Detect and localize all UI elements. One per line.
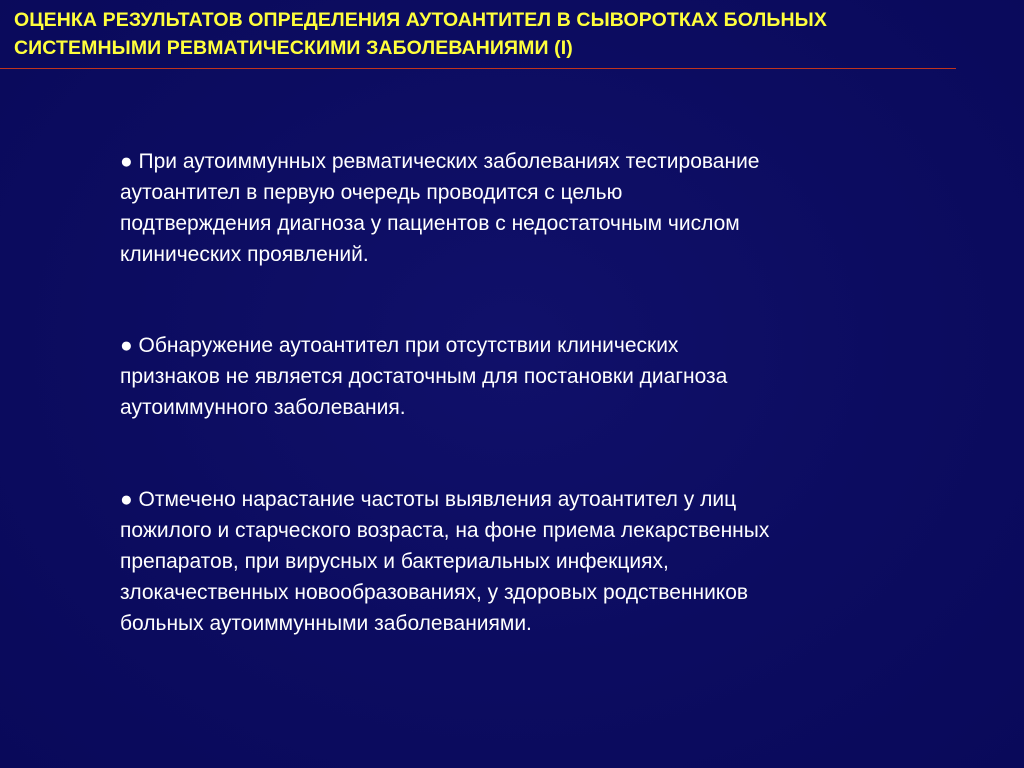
bullet-item-1 <box>120 146 920 270</box>
bullet-3-line-4: злокачественных новообразованиях, у здоровых родственников <box>120 581 749 604</box>
slide-title <box>14 6 964 62</box>
bullet-item-2 <box>120 330 920 423</box>
bullet-2-line-3: аутоиммунного заболевания. <box>120 396 406 419</box>
title-divider <box>0 68 956 69</box>
bullet-3-line-3: препаратов, при вирусных и бактериальных инфекциях, <box>120 550 669 573</box>
bullet-3-line-2: пожилого и старческого возраста, на фоне приема лекарственных <box>120 519 770 542</box>
bullet-2-line-2: признаков не является достаточным для постановки диагноза <box>120 365 728 388</box>
bullet-1-line-4: клинических проявлений. <box>120 243 369 266</box>
bullet-1-line-1: ● При аутоиммунных ревматических заболеваниях тестирование <box>120 150 760 173</box>
bullet-2-line-1: ● Обнаружение аутоантител при отсутствии клинических <box>120 334 679 357</box>
bullet-item-3 <box>120 484 920 639</box>
slide-title-line-1: ОЦЕНКА РЕЗУЛЬТАТОВ ОПРЕДЕЛЕНИЯ АУТОАНТИТЕЛ В СЫВОРОТКАХ БОЛЬНЫХ <box>14 9 827 31</box>
bullet-1-line-2: аутоантител в первую очередь проводится с целью <box>120 181 623 204</box>
bullet-3-line-5: больных аутоиммунными заболеваниями. <box>120 612 532 635</box>
slide-title-line-2: СИСТЕМНЫМИ РЕВМАТИЧЕСКИМИ ЗАБОЛЕВАНИЯМИ (I) <box>14 37 573 59</box>
bullet-3-line-1: ● Отмечено нарастание частоты выявления аутоантител у лиц <box>120 488 737 511</box>
bullet-1-line-3: подтверждения диагноза у пациентов с недостаточным числом <box>120 212 740 235</box>
